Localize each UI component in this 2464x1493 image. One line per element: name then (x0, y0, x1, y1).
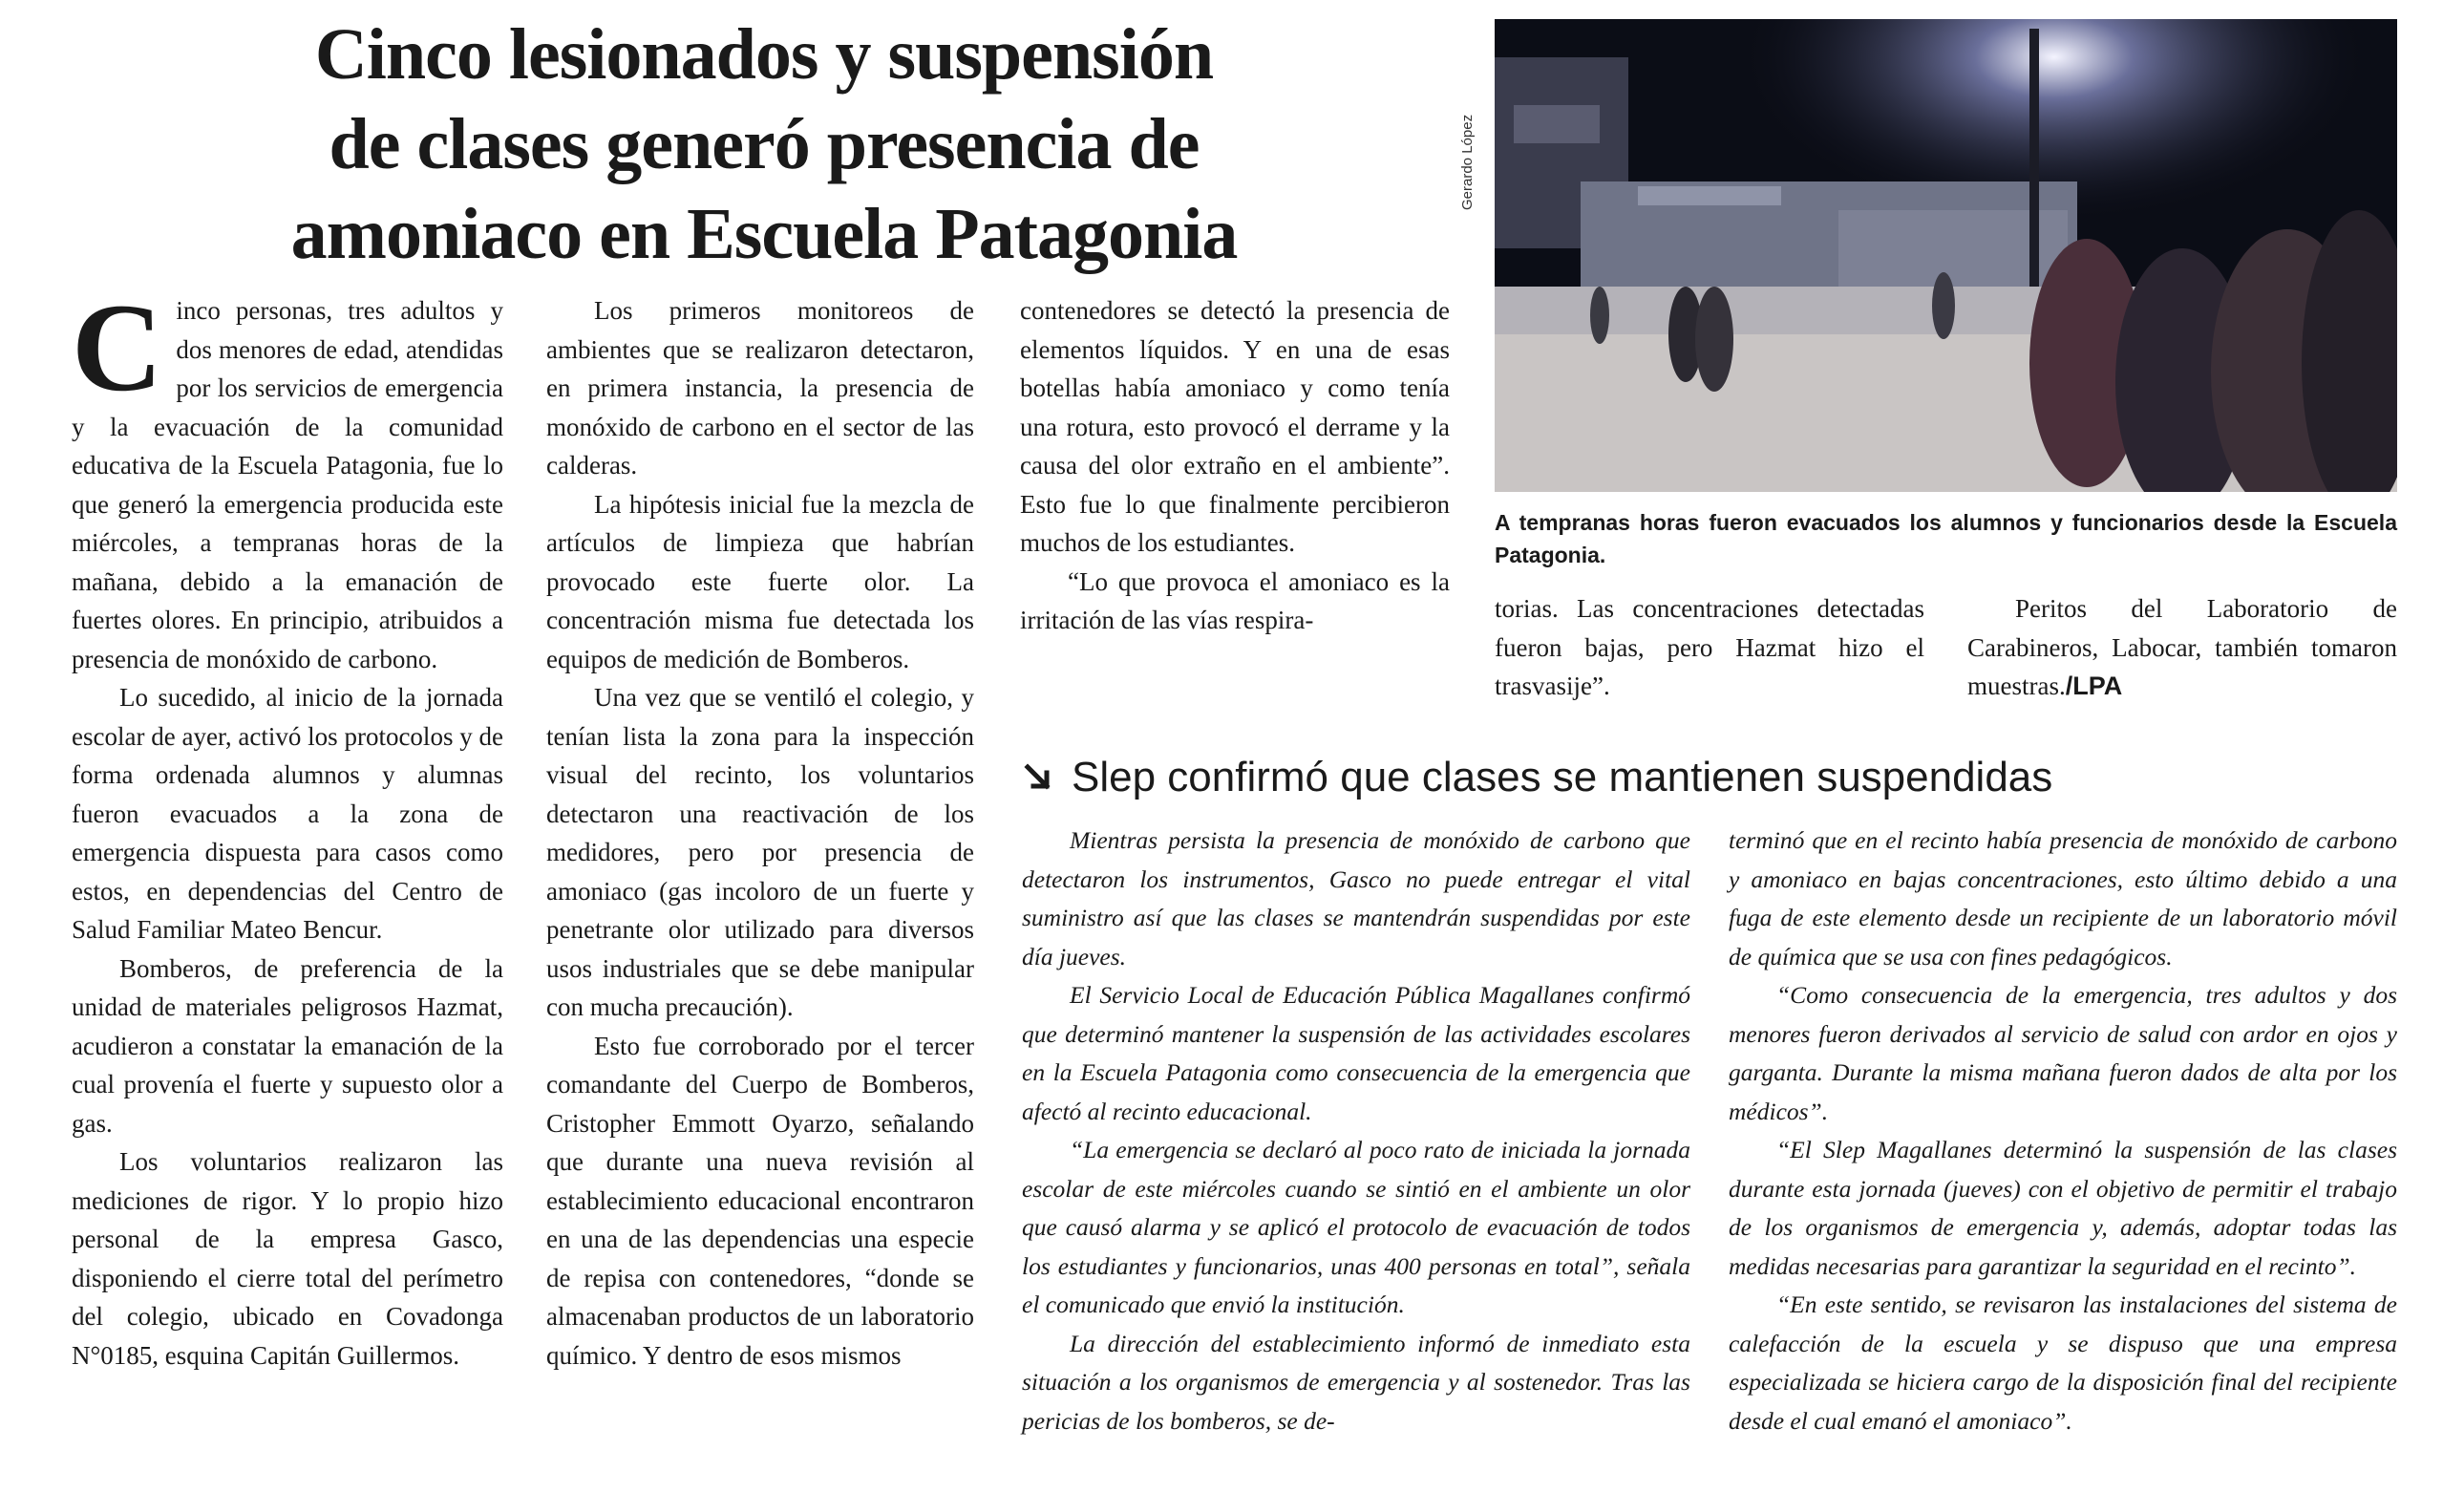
sidebar-column-a (1022, 821, 1690, 1440)
headline (57, 10, 1471, 279)
sidebar-heading (1022, 751, 2397, 804)
arrow-down-right-icon (1022, 761, 1054, 794)
paragraph: Lo sucedido, al inicio de la jornada escolar de ayer, activó los protocolos y de forma ordenada alumnos y alumnas fueron evacuados a la zona de emergencia dispuesta para casos como estos, en dependencias del Centro de Salud Familiar Mateo Bencur. (72, 683, 503, 944)
paragraph: La dirección del establecimiento informó de inmediato esta situación a los organismos de emergencia y al sostenedor. Tras las pericias de los bomberos, se de- (1022, 1329, 1690, 1435)
headline-line: amoniaco en Escuela Patagonia (290, 194, 1238, 274)
paragraph: La hipótesis inicial fue la mezcla de artículos de limpieza que habrían provocado este fuerte olor. La concentración misma fue detectada los equipos de medición de Bomberos. (546, 489, 974, 673)
photo-credit: Gerardo López (1459, 114, 1476, 210)
paragraph: Mientras persista la presencia de monóxido de carbono que detectaron los instrumentos, Gasco no puede entregar el vital suministro así que las clases se mantendrán suspendidas por este día jueves. (1022, 826, 1690, 970)
article-column-4 (1495, 589, 1924, 706)
article-column-5 (1967, 589, 2397, 706)
paragraph: “El Slep Magallanes determinó la suspensión de las clases durante esta jornada (jueves) con el objetivo de permitir el trabajo de los organismos de emergencia y, además, adoptar todas las medidas necesarias para garantizar la seguridad en el recinto”. (1729, 1136, 2397, 1280)
paragraph: “Lo que provoca el amoniaco es la irritación de las vías respira- (1020, 566, 1450, 634)
paragraph (72, 277, 503, 678)
news-photo (1495, 19, 2397, 492)
paragraph: “En este sentido, se revisaron las instalaciones del sistema de calefacción de la escuela y se dispuso que una empresa especializada se hiciera cargo de la disposición final del recipiente desde el cual emanó el amoniaco”. (1729, 1290, 2397, 1435)
article-column-1 (72, 277, 503, 1375)
article-column-3 (1020, 291, 1450, 640)
paragraph: “La emergencia se declaró al poco rato de iniciada la jornada escolar de este miércoles cuando se sintió en el ambiente un olor que causó alarma y se aplicó el protocolo de evacuación de todos los estudiantes y funcionarios, unas 400 personas en total”, señala el comunicado que envió la institución. (1022, 1136, 1690, 1318)
paragraph: torias. Las concentraciones detectadas fueron bajas, pero Hazmat hizo el trasvasije”. (1495, 594, 1924, 700)
photo-caption: A tempranas horas fueron evacuados los alumnos y funcionarios desde la Escuela Patagonia. (1495, 510, 2397, 567)
paragraph: Esto fue corroborado por el tercer comandante del Cuerpo de Bomberos, Cristopher Emmott Oyarzo, señalando que durante una nueva revisión al establecimiento educacional encontraron en una de las dependencias una especie de repisa con contenedores, “donde se almacenaban productos de un laboratorio químico. Y dentro de esos mismos (546, 1031, 974, 1370)
night-evacuation-scene (1495, 19, 2397, 492)
sidebar-title: Slep confirmó que clases se mantienen suspendidas (1072, 754, 2053, 800)
paragraph: contenedores se detectó la presencia de elementos líquidos. Y en una de esas botellas había amoniaco y como tenía una rotura, esto provocó el derrame y la causa del olor extraño en el ambiente”. Esto fue lo que finalmente percibieron muchos de los estudiantes. (1020, 296, 1450, 557)
paragraph: Los primeros monitoreos de ambientes que se realizaron detectaron, en primera instancia, la presencia de monóxido de carbono en el sector de las calderas. (546, 296, 974, 480)
paragraph: terminó que en el recinto había presencia de monóxido de carbono y amoniaco en bajas concentraciones, esto último debido a una fuga de este elemento desde un recipiente de un laboratorio móvil de química que se usa con fines pedagógicos. (1729, 826, 2397, 970)
drop-cap: C (72, 277, 163, 417)
paragraph: Una vez que se ventiló el colegio, y tenían lista la zona para la inspección visual del recinto, los voluntarios detectaron una reactivación de los medidores, pero por presencia de amoniaco (gas incoloro de un fuerte y penetrante olor utilizado para diversos usos industriales que se debe manipular con mucha precaución). (546, 683, 974, 1021)
paragraph: “Como consecuencia de la emergencia, tres adultos y dos menores fueron derivados al servicio de salud con ardor en ojos y garganta. Durante la misma mañana fueron dados de alta por los médicos”. (1729, 981, 2397, 1125)
sidebar-column-b (1729, 821, 2397, 1440)
paragraph: Bomberos, de preferencia de la unidad de materiales peligrosos Hazmat, acudieron a constatar la emanación de la cual provenía el fuerte y supuesto olor a gas. (72, 953, 503, 1138)
article-column-2 (546, 291, 974, 1375)
author-signature: /LPA (2065, 672, 2123, 700)
paragraph-text: Peritos del Laboratorio de Carabineros, Labocar, también tomaron muestras. (1967, 594, 2397, 700)
paragraph-text: inco personas, tres adultos y dos menores de edad, atendidas por los servicios de emergencia y la evacuación de la comunidad educativa de la Escuela Patagonia, fue lo que generó la emergencia producida este miércoles, a tempranas horas de la mañana, debido a la emanación de fuertes olores. En principio, atribuidos a presencia de monóxido de carbono. (72, 296, 503, 673)
paragraph: El Servicio Local de Educación Pública Magallanes confirmó que determinó mantener la suspensión de las actividades escolares en la Escuela Patagonia como consecuencia de la emergencia que afectó al recinto educacional. (1022, 981, 1690, 1125)
headline-line: de clases generó presencia de (329, 104, 1200, 184)
headline-line: Cinco lesionados y suspensión (314, 14, 1214, 95)
paragraph (1967, 589, 2397, 706)
paragraph: Los voluntarios realizaron las mediciones de rigor. Y lo propio hizo personal de la empresa Gasco, disponiendo el cierre total del perímetro del colegio, ubicado en Covadonga N°0185, esquina Capitán Guillermos. (72, 1147, 503, 1370)
